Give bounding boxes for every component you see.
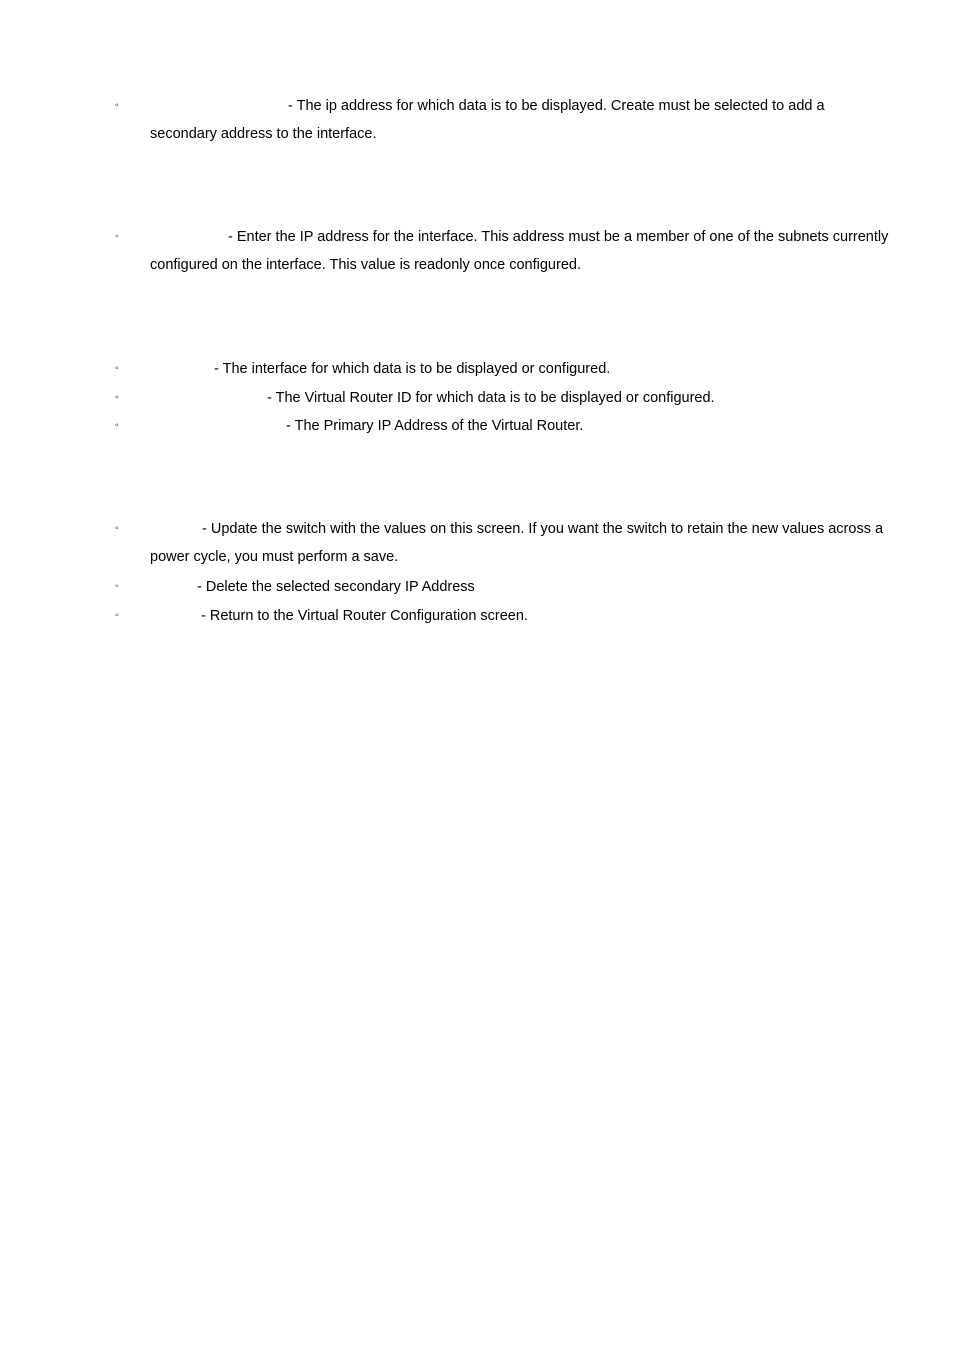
bullet-icon: ◦ — [115, 363, 119, 374]
item-description — [150, 573, 895, 601]
bullet-icon: ◦ — [115, 100, 119, 111]
item-description — [150, 384, 895, 412]
item-line: - Delete the selected secondary IP Address — [197, 579, 475, 595]
bullet-icon: ◦ — [115, 231, 119, 242]
item-line: - The Virtual Router ID for which data is to be displayed or configured. — [267, 390, 715, 406]
item-description — [150, 412, 895, 440]
item-line: - Return to the Virtual Router Configuration screen. — [201, 608, 528, 624]
item-description — [150, 92, 895, 148]
item-line: - Enter the IP address for the interface. This address must be a member of one of the subnets currently — [228, 229, 889, 245]
item-description — [150, 223, 895, 279]
item-line: configured on the interface. This value is readonly once configured. — [150, 257, 581, 273]
item-line: - The ip address for which data is to be displayed. Create must be selected to add a — [288, 98, 825, 114]
item-description — [150, 515, 895, 571]
bullet-icon: ◦ — [115, 581, 119, 592]
item-description — [150, 602, 895, 630]
item-line: - Update the switch with the values on this screen. If you want the switch to retain the new values across a — [202, 521, 884, 537]
item-line: - The interface for which data is to be displayed or configured. — [214, 361, 611, 377]
item-description — [150, 355, 895, 383]
bullet-icon: ◦ — [115, 392, 119, 403]
item-line: power cycle, you must perform a save. — [150, 549, 399, 565]
bullet-icon: ◦ — [115, 610, 119, 621]
bullet-icon: ◦ — [115, 523, 119, 534]
item-line: secondary address to the interface. — [150, 126, 377, 142]
bullet-icon: ◦ — [115, 420, 119, 431]
item-line: - The Primary IP Address of the Virtual Router. — [286, 418, 584, 434]
